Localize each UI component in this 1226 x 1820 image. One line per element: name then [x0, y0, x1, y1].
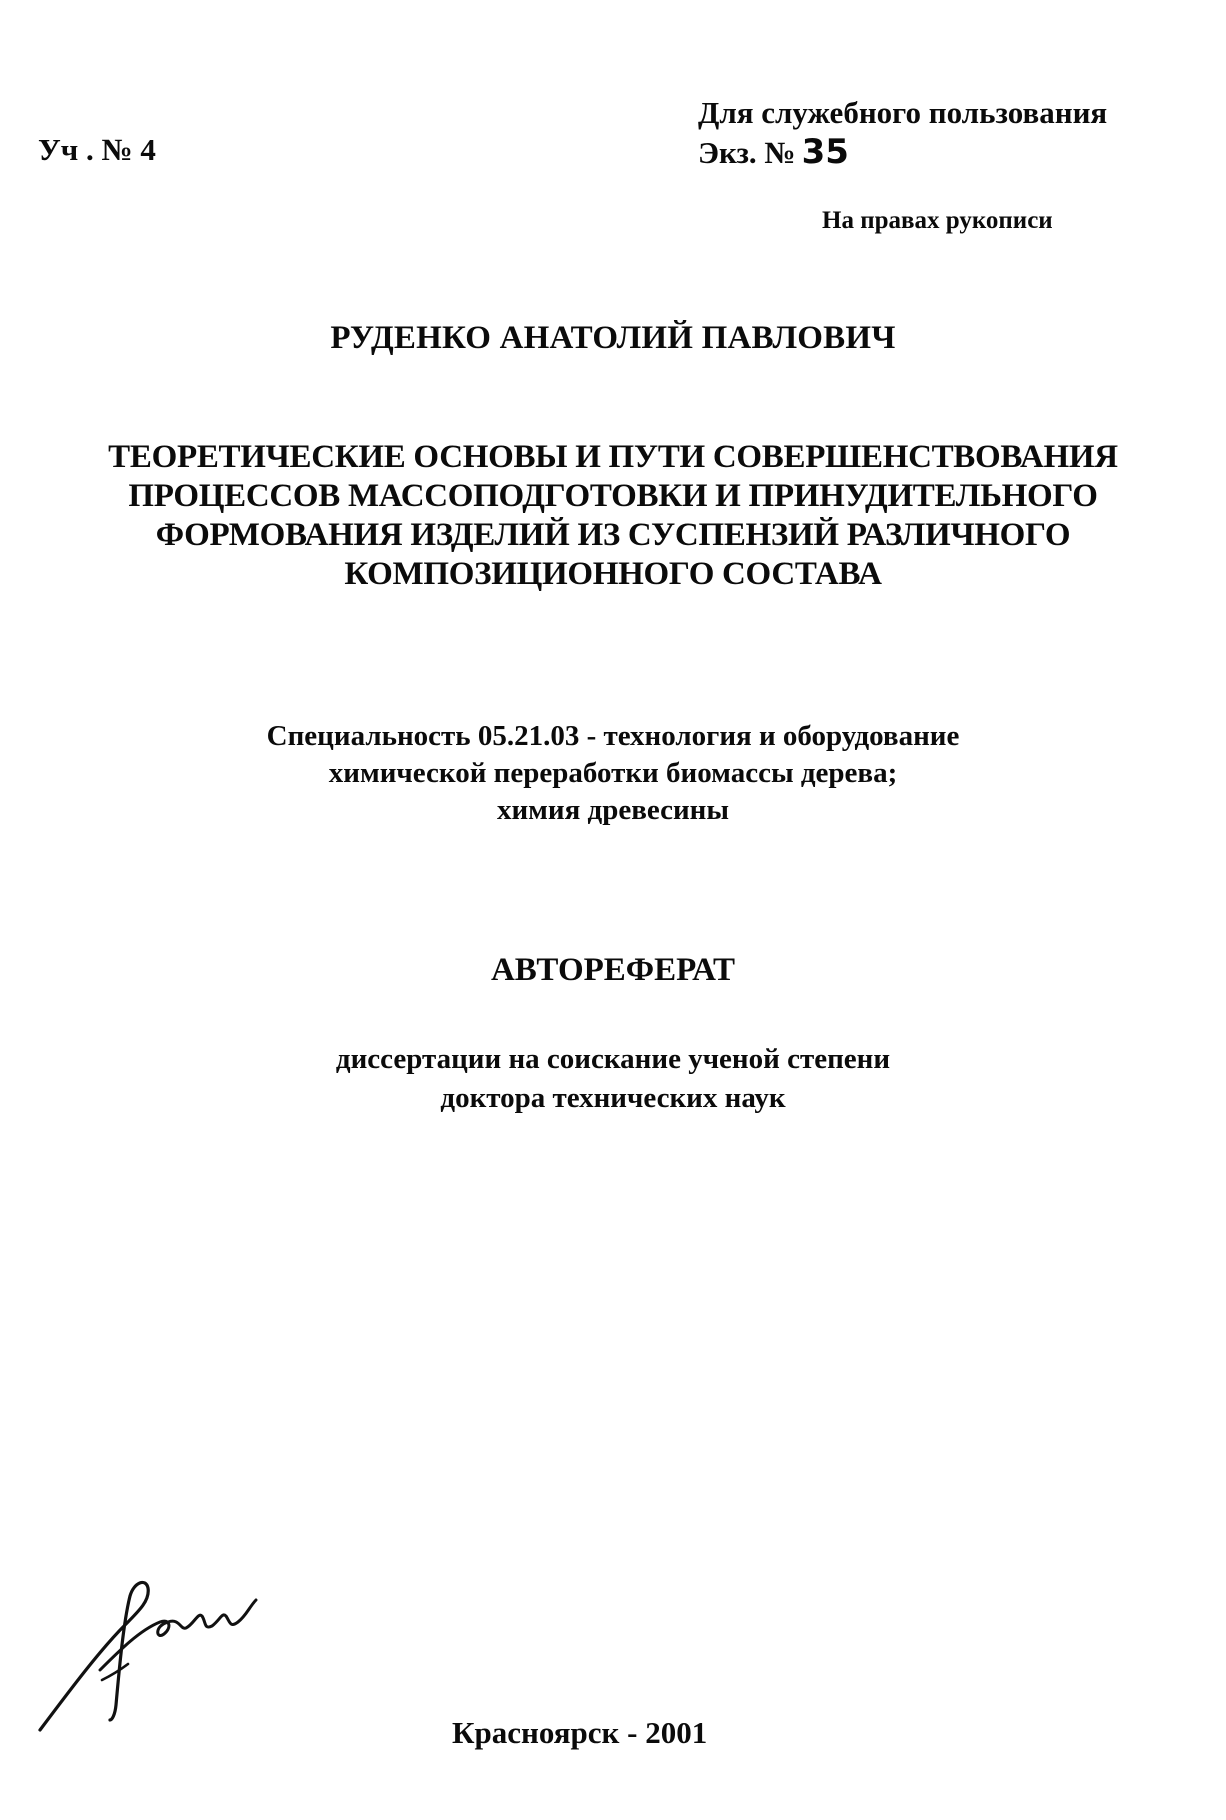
- copy-number-line: [698, 132, 849, 172]
- degree-block: [0, 1040, 1226, 1118]
- author-name: РУДЕНКО АНАТОЛИЙ ПАВЛОВИЧ: [330, 320, 896, 356]
- specialty-line: химической переработки биомассы дерева;: [328, 757, 898, 789]
- document-type: АВТОРЕФЕРАТ: [490, 952, 736, 988]
- title-line: ФОРМОВАНИЯ ИЗДЕЛИЙ ИЗ СУСПЕНЗИЙ РАЗЛИЧНОГО: [155, 517, 1071, 553]
- specialty-line: химия древесины: [496, 794, 730, 826]
- registration-number: Уч . № 4: [38, 132, 156, 167]
- dissertation-title: [63, 438, 1163, 594]
- title-line: ПРОЦЕССОВ МАССОПОДГОТОВКИ И ПРИНУДИТЕЛЬНОГО: [128, 478, 1098, 514]
- title-line: КОМПОЗИЦИОННОГО СОСТАВА: [344, 556, 882, 592]
- specialty-line: Специальность 05.21.03 - технология и оборудование: [266, 720, 960, 752]
- place-and-year: Красноярск - 2001: [452, 1715, 708, 1750]
- manuscript-rights-note: На правах рукописи: [822, 207, 1053, 234]
- degree-line: доктора технических наук: [440, 1082, 786, 1114]
- restricted-use-note: Для служебного пользования: [698, 95, 1108, 130]
- degree-line: диссертации на соискание ученой степени: [335, 1043, 891, 1075]
- title-line: ТЕОРЕТИЧЕСКИЕ ОСНОВЫ И ПУТИ СОВЕРШЕНСТВОВАНИЯ: [108, 439, 1118, 475]
- copy-number-value: 35: [801, 132, 849, 172]
- handwritten-signature-icon: [30, 1530, 270, 1740]
- copy-number-label: Экз. №: [698, 135, 796, 170]
- specialty-block: [0, 718, 1226, 829]
